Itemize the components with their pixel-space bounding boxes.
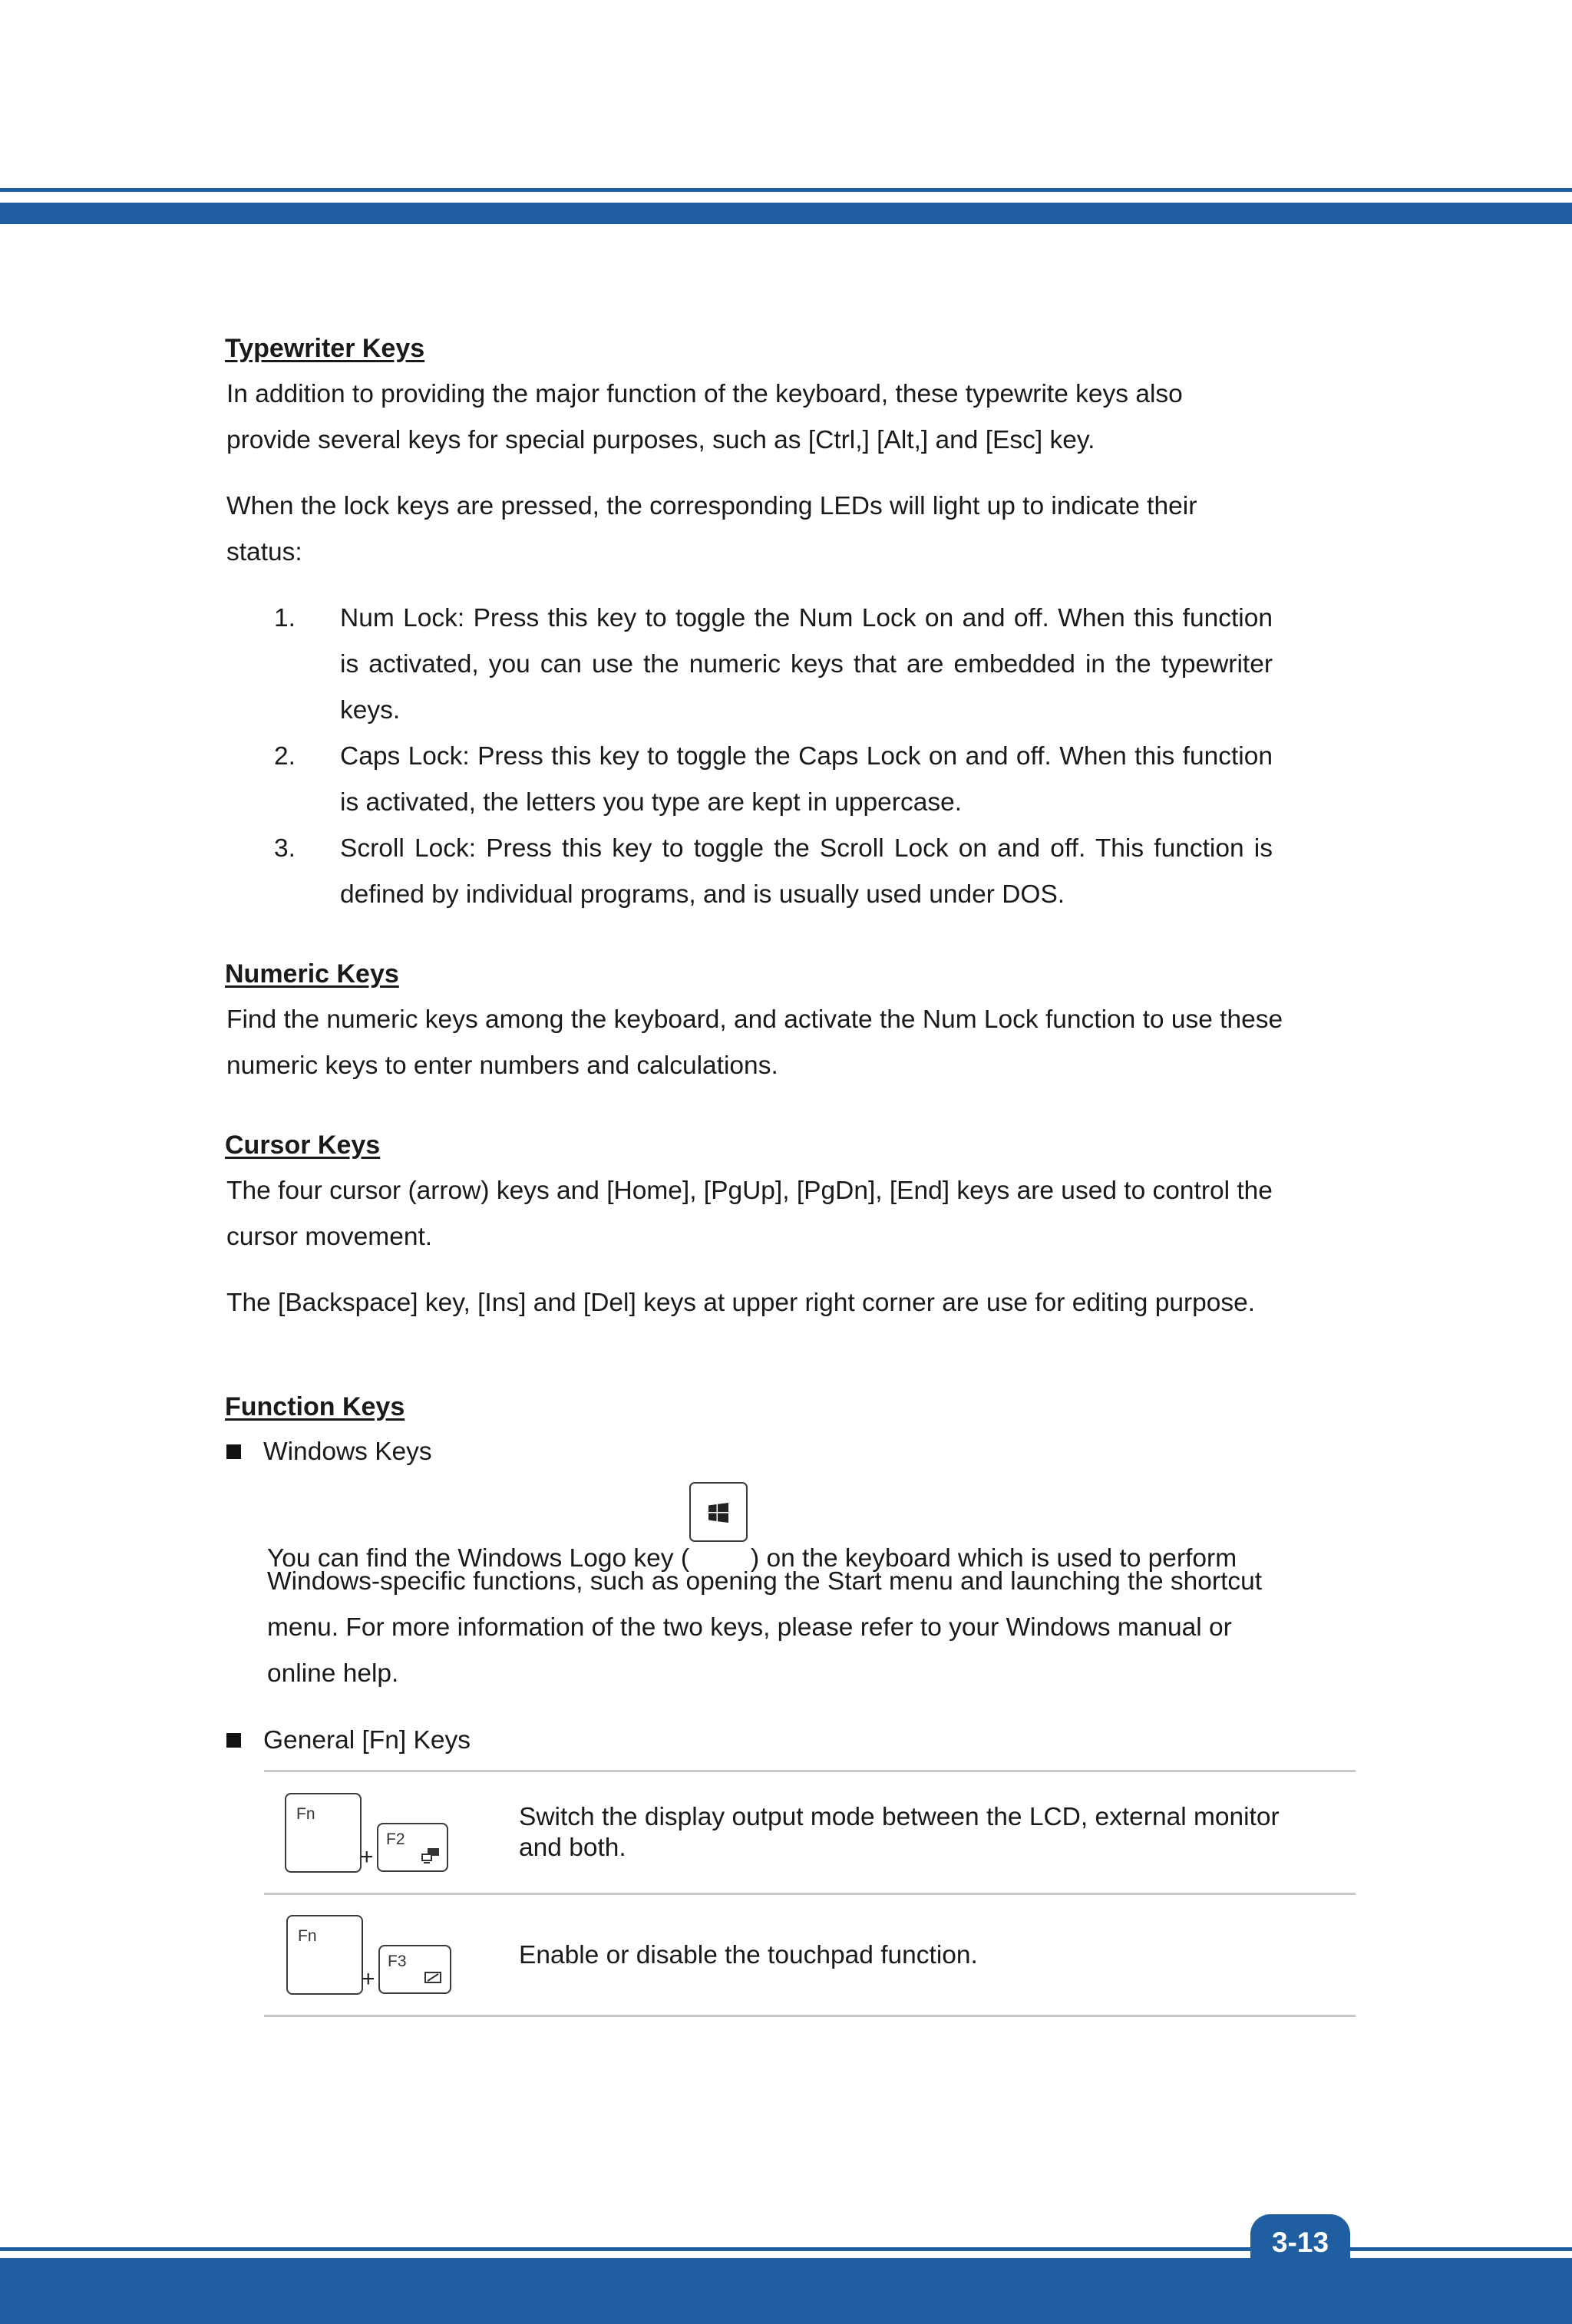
- list-item-number: 2.: [274, 742, 296, 771]
- plus-sign: +: [362, 1966, 375, 1992]
- table-bottom-rule: [264, 2015, 1356, 2017]
- typewriter-para1-line2: provide several keys for special purposes, such as [Ctrl,] [Alt,] and [Esc] key.: [226, 426, 1095, 454]
- cursor-para-line3: The [Backspace] key, [Ins] and [Del] keys at upper right corner are use for editing purpose.: [226, 1289, 1256, 1317]
- header-thin-rule: [0, 188, 1572, 192]
- f2-key-label: F2: [386, 1830, 405, 1848]
- plus-sign: +: [360, 1844, 374, 1870]
- f2-key-icon: [377, 1823, 448, 1872]
- windows-para-line1-pre: You can find the Windows Logo key (: [267, 1544, 689, 1573]
- typewriter-keys-heading: Typewriter Keys: [225, 334, 425, 363]
- fn-key-icon: [285, 1793, 362, 1873]
- typewriter-para1-line1: In addition to providing the major function of the keyboard, these typewrite keys also: [226, 380, 1183, 408]
- windows-para-line2: Windows-specific functions, such as opening the Start menu and launching the shortcut: [267, 1567, 1263, 1596]
- list-item: [274, 596, 1273, 734]
- fn-keys-bullet-icon: [226, 1733, 241, 1748]
- typewriter-para2-line2: status:: [226, 538, 302, 566]
- windows-keys-bullet-icon: [226, 1444, 241, 1459]
- fn-key-label: Fn: [296, 1805, 315, 1823]
- fn-keys-label: General [Fn] Keys: [263, 1726, 471, 1755]
- numeric-para-line2: numeric keys to enter numbers and calculations.: [226, 1051, 778, 1080]
- function-keys-heading: Function Keys: [225, 1392, 405, 1421]
- numeric-keys-heading: Numeric Keys: [225, 959, 399, 989]
- list-item: [274, 826, 1273, 918]
- f3-key-icon: [378, 1945, 451, 1994]
- fn-key-icon: [286, 1915, 363, 1995]
- list-item-text: Num Lock: Press this key to toggle the Num Lock on and off. When this function is activated, you can use the numeric keys that are embedded in the typewriter keys.: [340, 604, 1273, 725]
- list-item-text: Scroll Lock: Press this key to toggle the Scroll Lock on and off. This function is defined by individual programs, and is usually used under DOS.: [340, 834, 1273, 909]
- table-top-rule: [264, 1770, 1356, 1772]
- header-band: [0, 203, 1572, 224]
- windows-keys-label: Windows Keys: [263, 1438, 432, 1466]
- cursor-keys-heading: Cursor Keys: [225, 1131, 381, 1160]
- list-item: [274, 734, 1273, 826]
- cursor-para-line1: The four cursor (arrow) keys and [Home], [PgUp], [PgDn], [End] keys are used to control the: [226, 1177, 1273, 1205]
- list-item-number: 1.: [274, 604, 296, 632]
- windows-para-line1-post: ) on the keyboard which is used to perform: [751, 1544, 1237, 1573]
- lock-keys-list: [274, 596, 1273, 918]
- page-number: 3-13: [1271, 2227, 1329, 2258]
- fn-f2-description-line2: and both.: [519, 1834, 626, 1862]
- list-item-number: 3.: [274, 834, 296, 863]
- touchpad-icon: [424, 1971, 443, 1985]
- table-middle-rule: [264, 1893, 1356, 1895]
- list-item-text: Caps Lock: Press this key to toggle the Caps Lock on and off. When this function is activated, the letters you type are kept in uppercase.: [340, 742, 1273, 817]
- windows-para-line4: online help.: [267, 1659, 399, 1688]
- display-switch-icon: [421, 1847, 440, 1864]
- fn-f2-description-line1: Switch the display output mode between the LCD, external monitor: [519, 1803, 1280, 1831]
- fn-key-label: Fn: [298, 1927, 317, 1945]
- numeric-para-line1: Find the numeric keys among the keyboard, and activate the Num Lock function to use these: [226, 1005, 1283, 1034]
- f3-key-label: F3: [388, 1953, 407, 1970]
- windows-para-line3: menu. For more information of the two keys, please refer to your Windows manual or: [267, 1613, 1232, 1642]
- fn-f3-description: Enable or disable the touchpad function.: [519, 1941, 978, 1969]
- cursor-para-line2: cursor movement.: [226, 1223, 433, 1251]
- typewriter-para2-line1: When the lock keys are pressed, the corresponding LEDs will light up to indicate their: [226, 492, 1197, 520]
